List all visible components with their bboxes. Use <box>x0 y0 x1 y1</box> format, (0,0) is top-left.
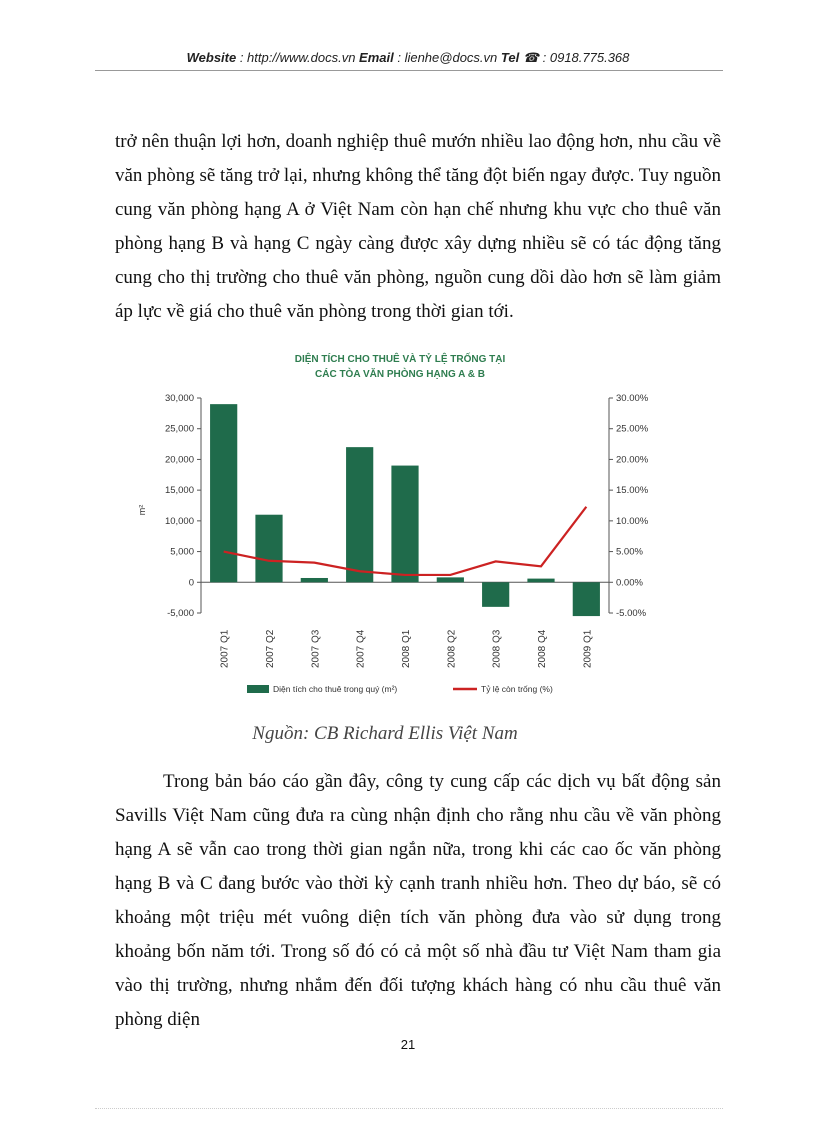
chart-bar <box>301 578 328 582</box>
x-tick-label: 2008 Q2 <box>446 629 458 668</box>
y2-tick-label: 30.00% <box>616 393 649 404</box>
legend-bar-swatch <box>247 685 269 693</box>
y-tick-label: 25,000 <box>164 423 194 435</box>
email-label: Email <box>359 50 394 65</box>
y2-tick-label: 20.00% <box>616 454 649 466</box>
x-tick-label: 2008 Q1 <box>401 629 412 668</box>
legend-line-label: Tỷ lệ còn trống (%) <box>481 684 553 694</box>
chart-bar <box>255 515 282 583</box>
chart-bar <box>346 447 373 582</box>
y2-tick-label: 25.00% <box>616 423 649 435</box>
y-tick-label: 10,000 <box>164 515 194 527</box>
y-tick-label: 20,000 <box>164 454 194 466</box>
y-tick-label: 30,000 <box>164 393 194 404</box>
y2-tick-label: 10.00% <box>616 515 649 527</box>
footer-divider <box>95 1108 723 1109</box>
y-tick-label: 0 <box>188 577 194 589</box>
x-tick-label: 2008 Q4 <box>537 629 548 668</box>
tel-value: : 0918.775.368 <box>539 50 630 65</box>
phone-icon: ☎ <box>522 50 540 65</box>
y2-tick-label: 15.00% <box>616 485 649 497</box>
chart-figure <box>135 343 675 698</box>
chart-title-line1: DIỆN TÍCH CHO THUÊ VÀ TỶ LỆ TRỐNG TẠI <box>294 354 506 365</box>
chart-bar <box>437 577 464 582</box>
chart-bar <box>391 466 418 583</box>
x-tick-label: 2008 Q3 <box>491 629 503 668</box>
x-tick-label: 2007 Q1 <box>219 629 231 668</box>
y-tick-label: 15,000 <box>164 485 194 497</box>
chart-source: Nguồn: CB Richard Ellis Việt Nam <box>252 723 518 744</box>
x-tick-label: 2009 Q1 <box>582 629 594 668</box>
chart-bar <box>527 579 554 583</box>
y-tick-label: -5,000 <box>167 608 194 619</box>
x-tick-label: 2007 Q2 <box>265 629 276 668</box>
email-value: : lienhe@docs.vn <box>393 50 501 65</box>
y-axis-label: m² <box>137 504 147 516</box>
chart-title-line2: CÁC TÒA VĂN PHÒNG HẠNG A & B <box>315 369 485 380</box>
y2-tick-label: 0.00% <box>616 577 643 589</box>
tel-label: Tel <box>500 50 520 65</box>
paragraph-intro: trở nên thuận lợi hơn, doanh nghiệp thuê mướn nhiều lao động hơn, nhu cầu về văn phòng sẽ tăng trở lại, nhưng không thể tăng đột biến ngay được. Tuy nguồn cung văn phòng hạng A ở Việt Nam còn hạn chế nhưng khu vực cho thuê văn phòng hạng B và hạng C ngày càng được xây dựng nhiều sẽ có tác động tăng cung cho thị trường cho thuê văn phòng, nguồn cung dồi dào hơn sẽ làm giảm áp lực về giá cho thuê văn phòng trong thời gian tới. <box>115 131 721 322</box>
chart-bar <box>573 582 600 616</box>
x-tick-label: 2007 Q4 <box>355 629 367 668</box>
x-tick-label: 2007 Q3 <box>310 629 322 668</box>
y-tick-label: 5,000 <box>170 546 194 558</box>
paragraph-savills: Trong bản báo cáo gần đây, công ty cung cấp các dịch vụ bất động sản Savills Việt Nam cũng đưa ra cùng nhận định cho rằng nhu cầu về văn phòng hạng A sẽ vẫn cao trong thời gian ngắn nữa, trong khi các cao ốc văn phòng hạng B và C đang bước vào thời kỳ cạnh tranh nhiều hơn. Theo dự báo, sẽ có khoảng một triệu mét vuông diện tích văn phòng đưa vào sử dụng trong khoảng bốn năm tới. Trong số đó có cả một số nhà đầu tư Việt Nam tham gia vào thị trường, nhưng nhắm đến đối tượng khách hàng có nhu cầu thuê văn phòng diện <box>115 771 721 1030</box>
legend-bar-label: Diện tích cho thuê trong quý (m²) <box>273 684 398 694</box>
chart-bar <box>210 404 237 582</box>
website-label: Website <box>186 50 237 65</box>
page-number: 21 <box>400 1037 416 1052</box>
y2-tick-label: 5.00% <box>616 546 643 558</box>
y2-tick-label: -5.00% <box>616 608 647 619</box>
chart-bar <box>482 582 509 607</box>
page-header <box>0 50 816 66</box>
header-divider <box>95 70 723 71</box>
vacancy-chart <box>135 343 675 698</box>
website-value: : http://www.docs.vn <box>236 50 360 65</box>
